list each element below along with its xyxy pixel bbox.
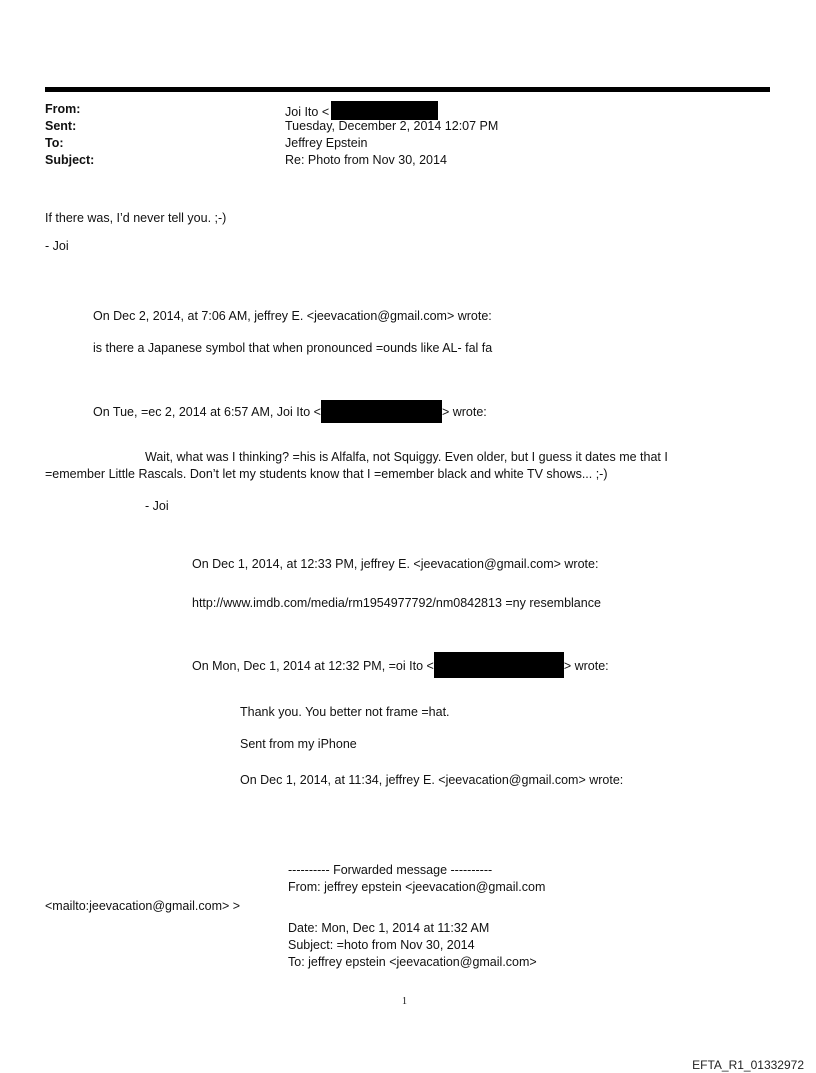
sent-value: Tuesday, December 2, 2014 12:07 PM [285, 119, 499, 133]
from-value: Joi Ito < [285, 105, 330, 119]
forwarded-from: From: jeffrey epstein <jeevacation@gmail.com [288, 880, 546, 894]
forwarded-to: To: jeffrey epstein <jeevacation@gmail.com> [288, 955, 537, 969]
quote-body: Wait, what was I thinking? =his is Alfalfa, not Squiggy. Even older, but I guess it dates me that I [145, 450, 668, 464]
redaction-box [321, 400, 442, 423]
quote-header: On Dec 1, 2014, at 11:34, jeffrey E. <jeevacation@gmail.com> wrote: [240, 773, 624, 787]
redaction-box [434, 652, 564, 678]
quote-body: Thank you. You better not frame =hat. [240, 705, 450, 719]
bates-number: EFTA_R1_01332972 [692, 1058, 804, 1072]
quote-body: http://www.imdb.com/media/rm1954977792/nm0842813 =ny resemblance [192, 596, 601, 610]
quote-header [192, 652, 609, 678]
subject-label: Subject: [45, 153, 95, 167]
quote-header-suffix: > wrote: [441, 405, 487, 419]
signature: - Joi [145, 499, 169, 513]
header-rule [45, 87, 770, 92]
sent-label: Sent: [45, 119, 77, 133]
to-value: Jeffrey Epstein [285, 136, 368, 150]
subject-value: Re: Photo from Nov 30, 2014 [285, 153, 447, 167]
quote-header-suffix: > wrote: [563, 659, 609, 673]
quote-body: is there a Japanese symbol that when pronounced =ounds like AL- fal fa [93, 341, 493, 355]
signature: Sent from my iPhone [240, 737, 357, 751]
quote-header-text: On Tue, =ec 2, 2014 at 6:57 AM, Joi Ito < [93, 405, 321, 419]
page-number: 1 [402, 996, 407, 1007]
forwarded-mailto: <mailto:jeevacation@gmail.com> > [45, 899, 241, 913]
quote-header [93, 400, 487, 423]
quote-body: =emember Little Rascals. Don’t let my students know that I =emember black and white TV shows... ;-) [45, 467, 608, 481]
to-label: To: [45, 136, 64, 150]
quote-header: On Dec 1, 2014, at 12:33 PM, jeffrey E. <jeevacation@gmail.com> wrote: [192, 557, 599, 571]
forwarded-title: ---------- Forwarded message ---------- [288, 863, 493, 877]
quote-header-text: On Mon, Dec 1, 2014 at 12:32 PM, =oi Ito < [192, 659, 434, 673]
forwarded-subject: Subject: =hoto from Nov 30, 2014 [288, 938, 475, 952]
from-label: From: [45, 102, 81, 116]
signature: - Joi [45, 239, 69, 253]
quote-header: On Dec 2, 2014, at 7:06 AM, jeffrey E. <jeevacation@gmail.com> wrote: [93, 309, 492, 323]
forwarded-date: Date: Mon, Dec 1, 2014 at 11:32 AM [288, 921, 490, 935]
body-line: If there was, I’d never tell you. ;-) [45, 211, 227, 225]
